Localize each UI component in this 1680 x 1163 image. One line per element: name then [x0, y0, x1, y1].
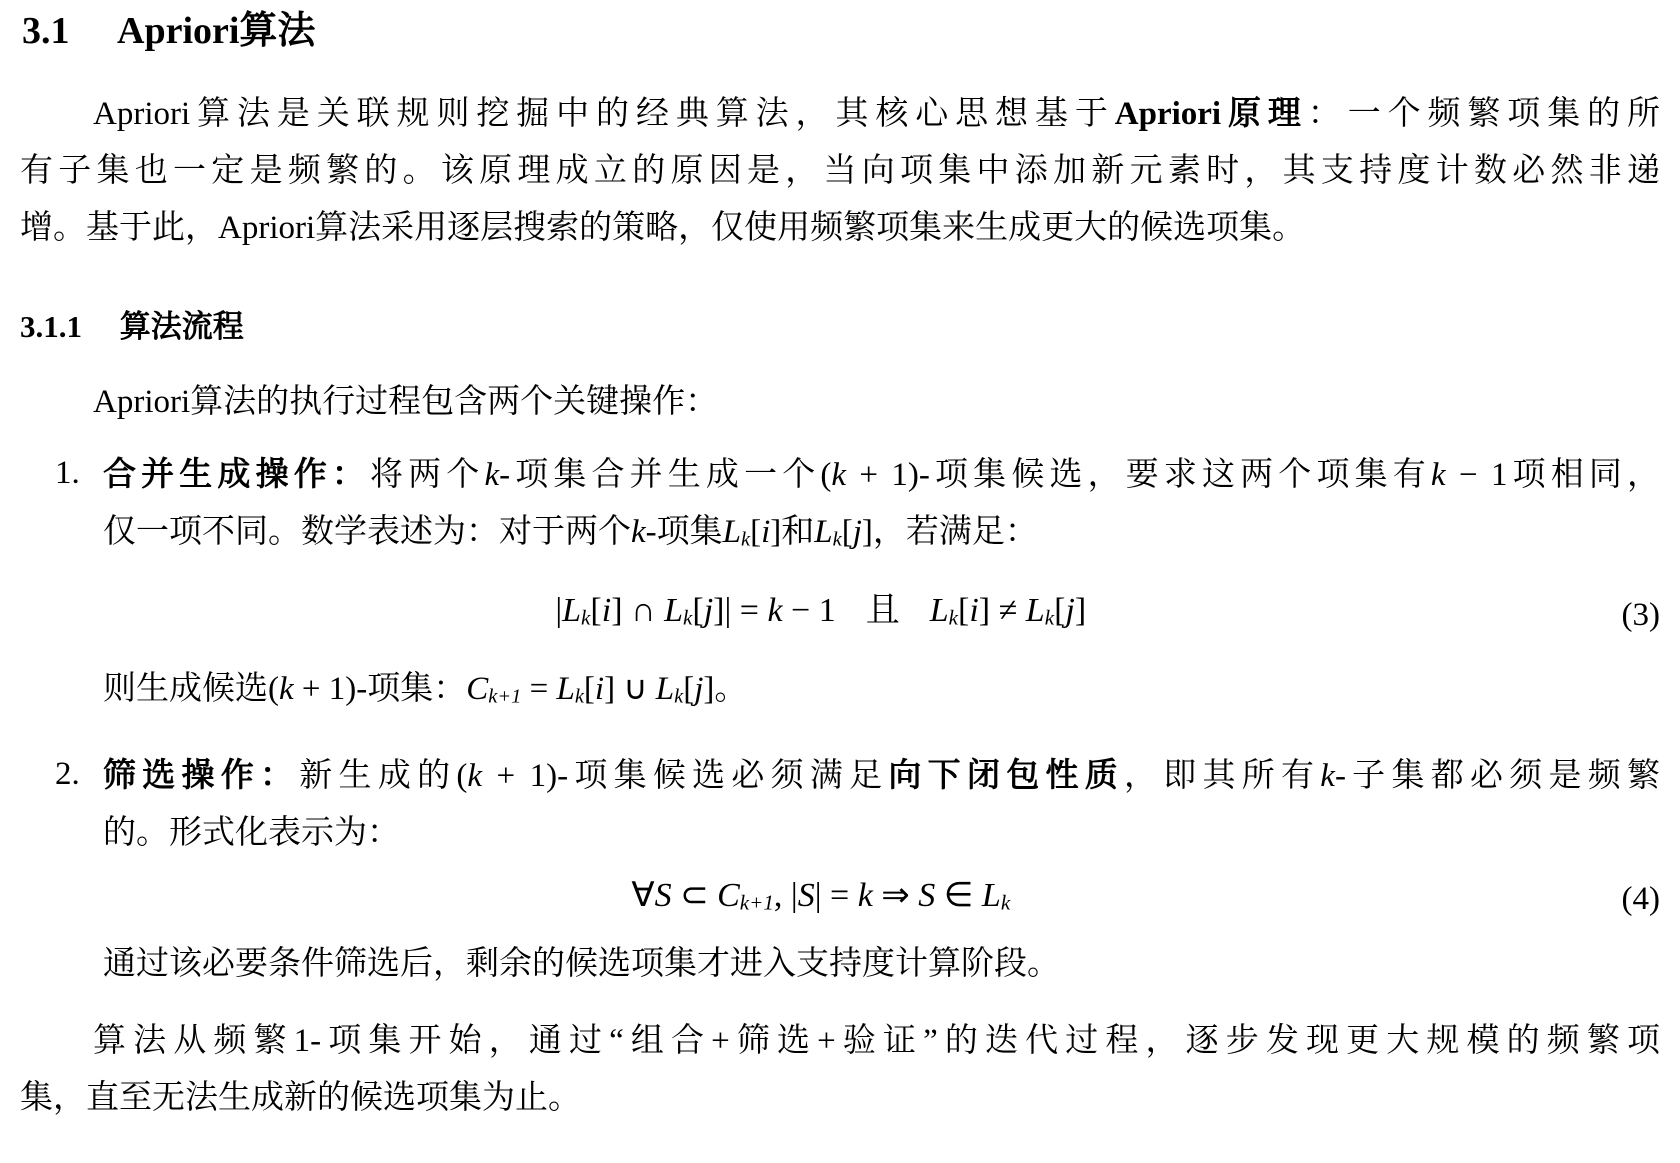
- text-line: 集，直至无法生成新的候选项集为止。: [20, 1080, 581, 1117]
- list-item-merge: [20, 445, 1660, 726]
- section-number: 3.1: [22, 10, 70, 52]
- equation-body: ∀S ⊂ Ck+1, |S| = k ⇒ S ∈ Lk: [631, 876, 1011, 915]
- text-line: Apriori算法是关联规则挖掘中的经典算法，其核心思想基于Apriori原理：一个频繁项集的所: [93, 96, 1661, 132]
- lead-paragraph: Apriori算法的执行过程包含两个关键操作：: [93, 384, 719, 420]
- text-line: 仅一项不同。数学表述为：对于两个k-项集Lk[i]和Lk[j]，若满足：: [103, 514, 1038, 551]
- text-line: 合并生成操作：将两个k-项集合并生成一个(k + 1)-项集候选，要求这两个项集有k − 1项相同，: [103, 455, 1661, 493]
- list-item-number: 1.: [55, 455, 80, 491]
- equation-number: (3): [1621, 596, 1660, 633]
- text-line: 增。基于此，Apriori算法采用逐层搜索的策略，仅使用频繁项集来生成更大的候选项集。: [20, 210, 1306, 246]
- intro-paragraph: [20, 86, 1660, 257]
- text-line: 算法从频繁1-项集开始，通过“组合+筛选+验证”的迭代过程，逐步发现更大规模的频繁项: [93, 1023, 1660, 1060]
- equation-number: (4): [1621, 880, 1660, 917]
- subsection-title: 算法流程: [119, 309, 244, 344]
- list-item-number: 2.: [55, 755, 80, 792]
- closing-paragraph: [20, 1013, 1660, 1127]
- section-heading: [22, 8, 1660, 54]
- equation-body: |Lk[i] ∩ Lk[j]| = k − 1 且 Lk[i] ≠ Lk[j]: [555, 592, 1087, 631]
- list-item-filter: [20, 746, 1660, 994]
- section-title: Apriori算法: [117, 10, 316, 52]
- text-line: 筛选操作：新生成的(k + 1)-项集候选必须满足向下闭包性质，即其所有k-子集都必须是频繁: [103, 755, 1660, 794]
- text-line: 通过该必要条件筛选后，剩余的候选项集才进入支持度计算阶段。: [103, 946, 1060, 983]
- equation-3: [20, 578, 1660, 651]
- equation-4: [20, 866, 1660, 933]
- subsection-heading: [20, 307, 1660, 347]
- text-line: 的。形式化表示为：: [103, 814, 400, 851]
- subsection-number: 3.1.1: [20, 309, 82, 344]
- text-line: 则生成候选(k + 1)-项集：Ck+1 = Lk[i] ∪ Lk[j]。: [103, 671, 748, 708]
- text-line: 有子集也一定是频繁的。该原理成立的原因是，当向项集中添加新元素时，其支持度计数必然非递: [20, 153, 1660, 189]
